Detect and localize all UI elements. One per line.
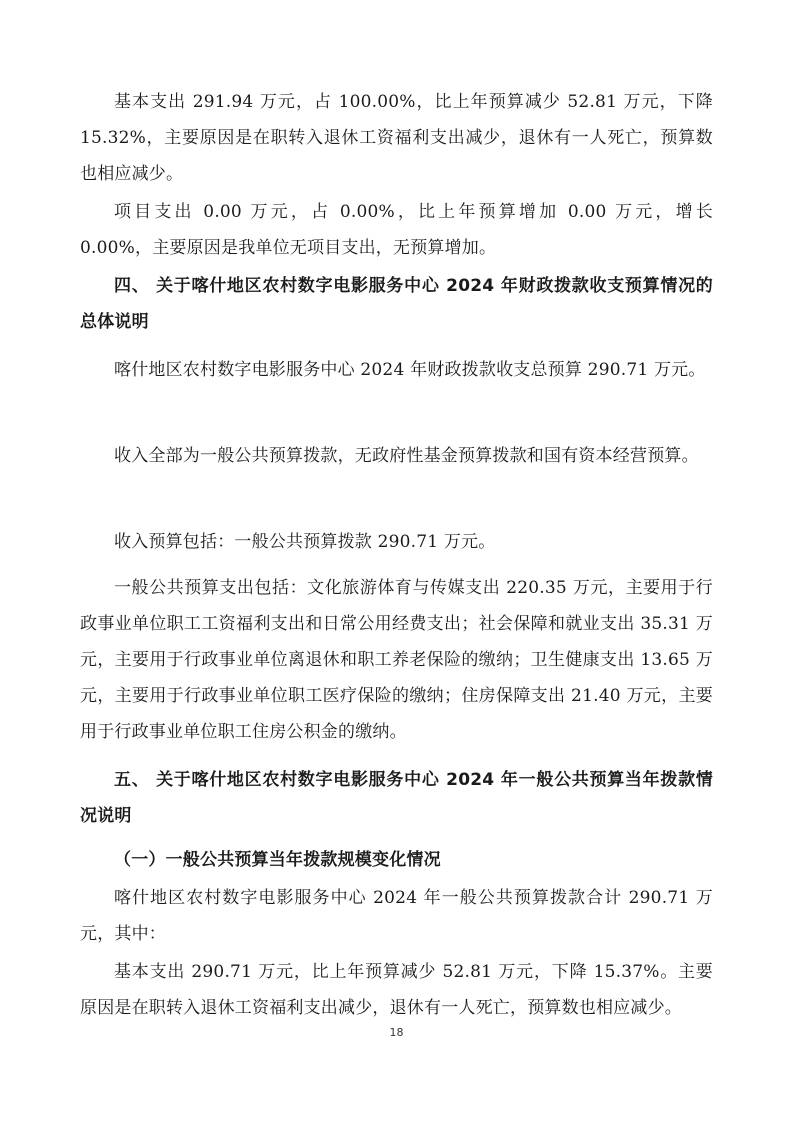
section-heading-4: 四、 关于喀什地区农村数字电影服务中心 2024 年财政拨款收支预算情况的总体说明 xyxy=(80,276,713,332)
paragraph-basic-expense: 基本支出 291.94 万元，占 100.00%，比上年预算减少 52.81 万元，下降 15.32%，主要原因是在职转入退休工资福利支出减少，退休有一人死亡，预算数也相应减少。 xyxy=(80,92,713,184)
subsection-heading-5-1: （一）一般公共预算当年拨款规模变化情况 xyxy=(114,850,441,870)
paragraph-public-expense: 一般公共预算支出包括：文化旅游体育与传媒支出 220.35 万元，主要用于行政事业单位职工工资福利支出和日常公用经费支出；社会保障和就业支出 35.31 万元，主要用于行政事业单位离退休和职工养老保险的缴纳；卫生健康支出 13.65 万元，主要用于行政事业单位职工医疗保险的缴纳；住房保障支出 21.40 万元，主要用于行政事业单位职工住房公积金的缴纳。 xyxy=(80,578,713,742)
paragraph-project-expense: 项目支出 0.00 万元，占 0.00%，比上年预算增加 0.00 万元，增长 0.00%，主要原因是我单位无项目支出，无预算增加。 xyxy=(80,202,713,258)
section-heading-5: 五、 关于喀什地区农村数字电影服务中心 2024 年一般公共预算当年拨款情况说明 xyxy=(80,770,713,826)
page-number: 18 xyxy=(389,1026,404,1039)
paragraph-total-budget: 喀什地区农村数字电影服务中心 2024 年财政拨款收支总预算 290.71 万元。 xyxy=(114,360,706,380)
paragraph-appropriation-total: 喀什地区农村数字电影服务中心 2024 年一般公共预算拨款合计 290.71 万元，其中： xyxy=(80,888,713,944)
paragraph-income-source: 收入全部为一般公共预算拨款，无政府性基金预算拨款和国有资本经营预算。 xyxy=(114,446,699,466)
paragraph-income-budget: 收入预算包括：一般公共预算拨款 290.71 万元。 xyxy=(114,532,496,552)
paragraph-basic-appropriation: 基本支出 290.71 万元，比上年预算减少 52.81 万元，下降 15.37%。主要原因是在职转入退休工资福利支出减少，退休有一人死亡，预算数也相应减少。 xyxy=(80,962,713,1018)
